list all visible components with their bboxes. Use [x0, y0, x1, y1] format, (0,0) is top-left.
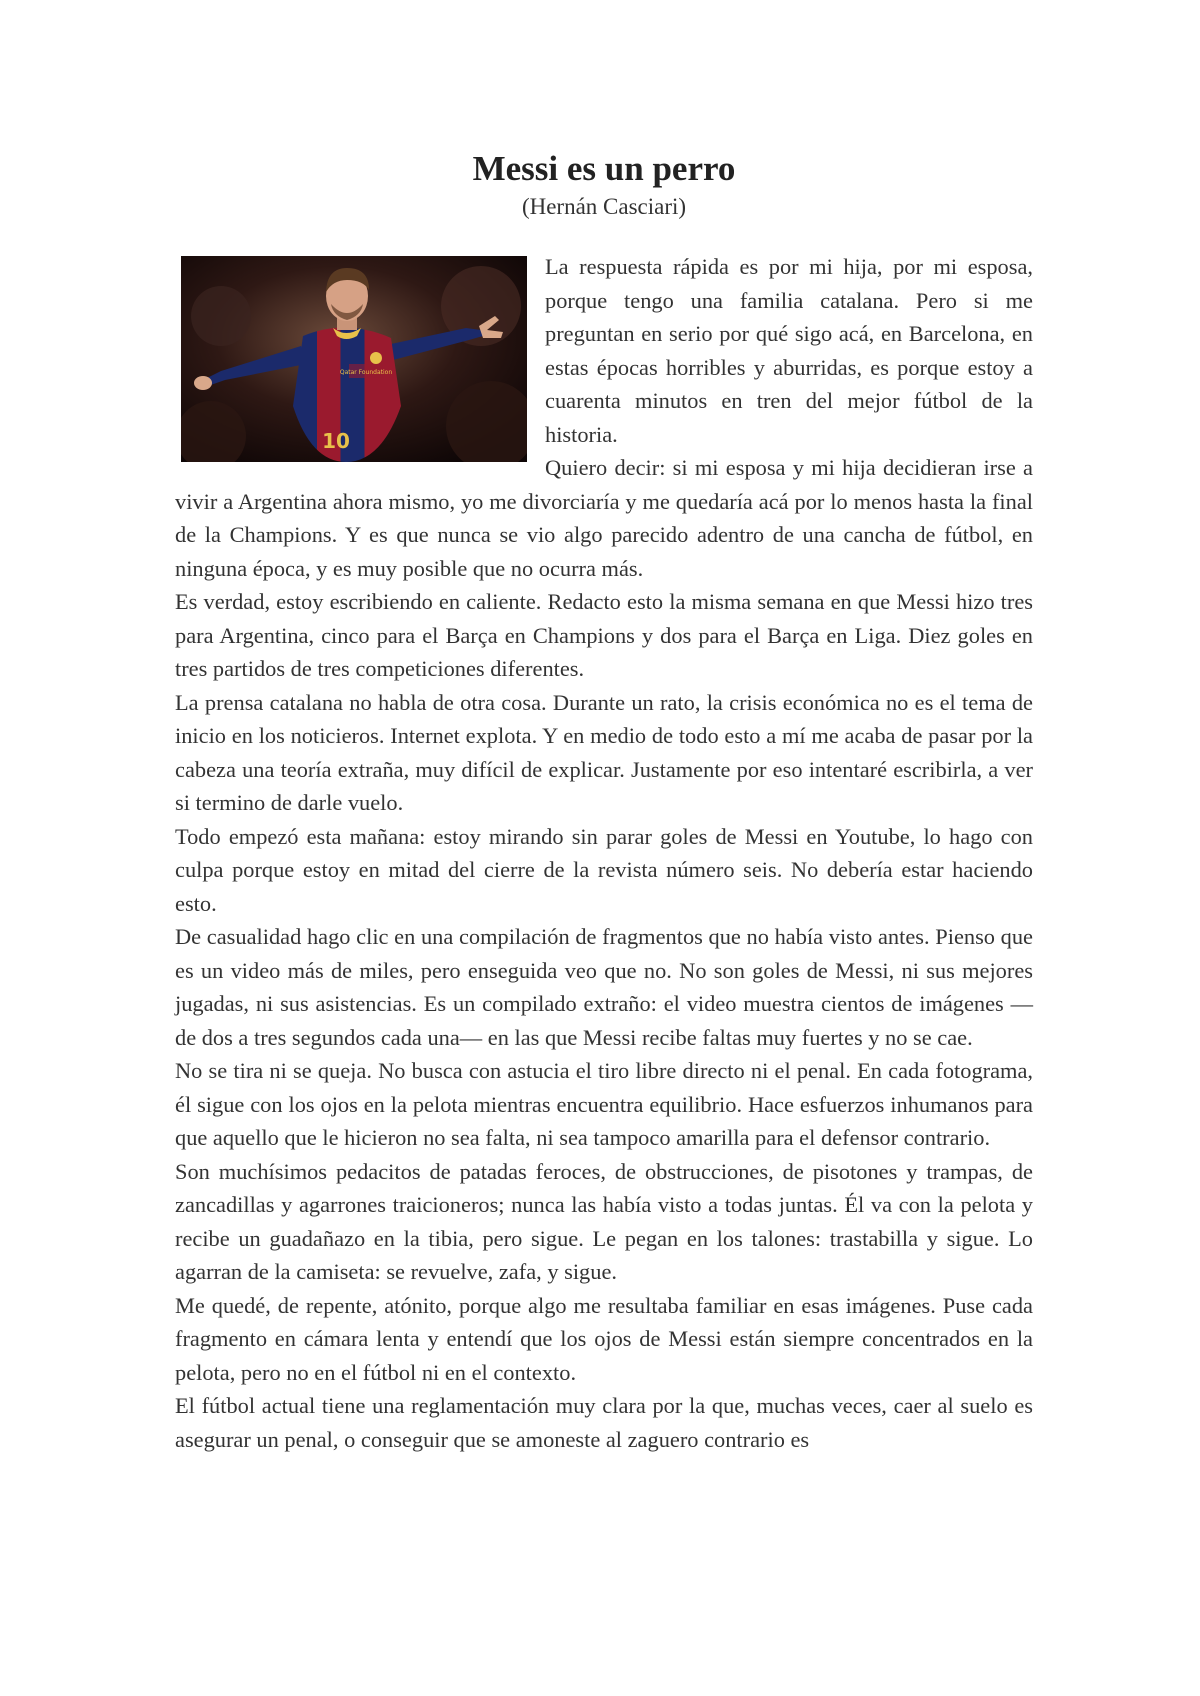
paragraph: El fútbol actual tiene una reglamentación muy clara por la que, muchas veces, caer al suelo es asegurar un penal, o conseguir que se amoneste al zaguero contrario es: [175, 1393, 1033, 1452]
document-page: [175, 130, 1033, 1456]
paragraph: Es verdad, estoy escribiendo en caliente. Redacto esto la misma semana en que Messi hizo tres para Argentina, cinco para el Barça en Champions y dos para el Barça en Liga. Diez goles en tres partidos de tres competiciones diferentes.: [175, 589, 1033, 681]
paragraph: La respuesta rápida es por mi hija, por mi esposa, porque tengo una familia catalana. Pero si me preguntan en serio por qué sigo acá, en Barcelona, en estas épocas horribles y aburridas, es porque estoy a cuarenta minutos en tren del mejor fútbol de la historia.: [545, 254, 1033, 447]
paragraph: De casualidad hago clic en una compilación de fragmentos que no había visto antes. Pienso que es un video más de miles, pero enseguida veo que no. No son goles de Messi, ni sus mejores jugadas, ni sus asistencias. Es un compilado extraño: el video muestra cientos de imágenes —de dos a tres segundos cada una— en las que Messi recibe faltas muy fuertes y no se cae.: [175, 924, 1033, 1050]
document-body: [175, 250, 1033, 1456]
document-author: (Hernán Casciari): [521, 194, 687, 219]
shirt-sponsor-text: Qatar Foundation: [339, 369, 393, 376]
paragraph: Son muchísimos pedacitos de patadas feroces, de obstrucciones, de pisotones y trampas, de zancadillas y agarrones traicioneros; nunca las había visto a todas juntas. Él va con la pelota y recibe un guadañazo en la tibia, pero sigue. Le pegan en los talones: trastabilla y sigue. Lo agarran de la camiseta: se revuelve, zafa, y sigue.: [175, 1158, 1033, 1284]
player-photo-illustration: [181, 256, 527, 462]
paragraph: Todo empezó esta mañana: estoy mirando sin parar goles de Messi en Youtube, lo hago con culpa porque estoy en mitad del cierre de la revista número seis. No debería estar haciendo esto.: [175, 823, 1033, 916]
document-title: Messi es un perro: [472, 149, 736, 188]
paragraph: Quiero decir: si mi esposa y mi hija decidieran irse a vivir a Argentina ahora mismo, yo me divorciaría y me quedaría acá por lo menos hasta la final de la Champions. Y es que nunca se vio algo parecido adentro de una cancha de fútbol, en ninguna época, y es muy posible que no ocurra más.: [175, 455, 1033, 581]
shirt-number: 10: [322, 429, 350, 453]
paragraph: No se tira ni se queja. No busca con astucia el tiro libre directo ni el penal. En cada fotograma, él sigue con los ojos en la pelota mientras encuentra equilibrio. Hace esfuerzos inhumanos para que aquello que le hicieron no sea falta, ni sea tampoco amarilla para el defensor contrario.: [175, 1058, 1033, 1150]
paragraph: Me quedé, de repente, atónito, porque algo me resultaba familiar en esas imágenes. Puse cada fragmento en cámara lenta y entendí que los ojos de Messi están siempre concentrados en la pelota, pero no en el fútbol ni en el contexto.: [175, 1292, 1033, 1385]
paragraph: La prensa catalana no habla de otra cosa. Durante un rato, la crisis económica no es el tema de inicio en los noticieros. Internet explota. Y en medio de todo esto a mí me acaba de pasar por la cabeza una teoría extraña, muy difícil de explicar. Justamente por eso intentaré escribirla, a ver si termino de darle vuelo.: [175, 689, 1033, 815]
player-photo: [181, 256, 527, 462]
